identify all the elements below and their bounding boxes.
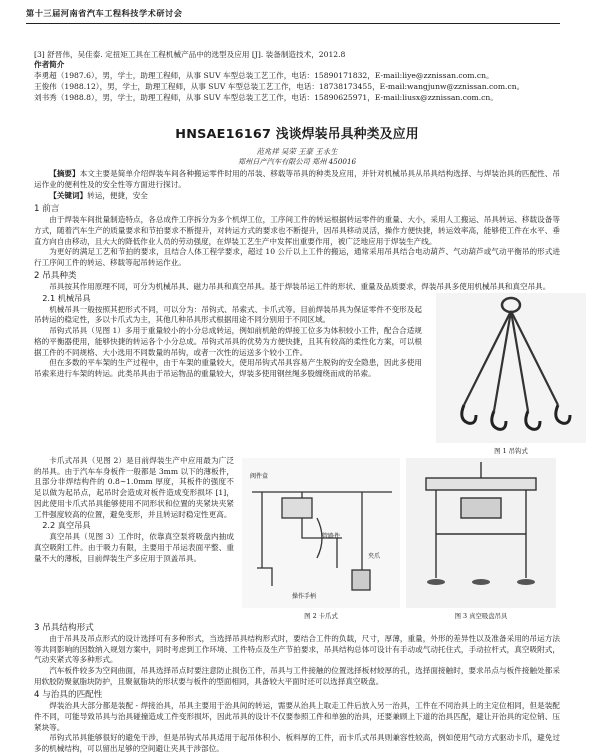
journal-header: 第十三届河南省汽车工程科技学术研讨会 (26, 8, 560, 24)
paragraph: 机械吊具一般按照其把形式不同，可以分为：吊钩式、吊索式、卡爪式等。目前焊装吊具为保证零件不变形及起吊转运的稳定性，多以卡爪式为主，其他几种吊具形式根据用途不同分别用于不同区域。 (34, 304, 422, 325)
figure-2-caption: 图 2 卡爪式 (304, 611, 338, 620)
keywords (34, 191, 560, 202)
paragraph: 吊钩式吊具能够很好的避免干涉，但是吊钩式吊具适用于起吊体积小、板料厚的工件，而卡爪式吊具则兼容性较高，例如使用气动方式驱动卡爪，避免过多的机械结构，可以留出足够的空间避让夹具于涉部位。 (34, 733, 560, 754)
paragraph: 汽车板件较多为空间曲面，吊具选择吊点时要注意防止损伤工件，吊具与工件接触的位置选择板材较厚的孔，选择面接触时，要求吊点与板件接触处都采用软胶防聚氨脂块防护，且聚氨脂块的形状要与板件的型面相同，具备较大平面时还可以选择真空吸盘。 (34, 666, 560, 686)
subsection-heading-2-1: 2.1 机械吊具 (42, 292, 91, 303)
reference-3: [3] 舒晋伟，吴佳泰. 定扭矩工具在工程机械产品中的选型及应用 [J]. 装备制造技术，2012.8 (34, 49, 346, 59)
left-text-column (34, 293, 422, 456)
paragraph: 吊钩式吊具（见图 1）多用于重量较小的小分总成转运，例如前机舱的焊接工位多为体积较小工件，配合合适规格的平衡器使用，能够快捷的转运各个小分总成。吊钩式吊具的优势为方便快捷，且其有较高的柔性化方案，可以根据工件的不同规格、大小选用不同数量的吊钩，或者一次性的运送多个较小工件。 (34, 326, 422, 357)
figure-1-caption: 图 1 吊钩式 (494, 446, 528, 455)
figure-2 (242, 458, 400, 621)
paragraph: 为更好的满足工艺和节拍的要求，且结合人体工程学要求，超过 10 公斤以上工件的搬运，通常采用吊具结合电动葫芦、气动葫芦或气动平衡吊的形式进行工序间工件的转运、移载等起吊转运作业。 (34, 247, 560, 268)
paragraph: 由于焊装车间批量制造特点，各总成件工序拆分为多个机焊工位，工序间工件的转运根据转运零件的重量、大小，采用人工搬运、吊具转运、移载设备等方式，随着汽车生产的质量要求和节拍要求不断提升，对转运方式的要求也不断提升，因吊具移动灵活，操作方便快捷，转运效率高，能够使工件在水平、垂直方向自由移动，且大大的降低作业人员的劳动强度，在焊装工艺生产中发挥出重要作用，被广泛地应用于焊装生产线。 (34, 214, 560, 246)
article-title: HNSAE16167 浅谈焊装吊具种类及应用 (175, 126, 419, 142)
abstract (34, 169, 560, 191)
hook-sling-illustration (436, 293, 586, 443)
figure-2-label-line: 管路件 (322, 532, 341, 540)
text-with-figure-1 (34, 293, 560, 456)
abstract-text: 本文主要是简单介绍焊装车间各种搬运零件时用的吊装、移载等吊具的种类及应用，并针对机械吊具从吊具结构选择、与焊装治具的匹配性、吊运作业的便利性及的安全性等方面进行探讨。 (34, 169, 560, 190)
figure-2-label-handle: 操作手柄 (292, 592, 317, 600)
paragraph: 吊具按其作用原理不同，可分为机械吊具、磁力吊具和真空吊具。基于焊装吊运工件的形状、重量及品质要求，焊装吊具多使用机械吊具和真空吊具。 (49, 282, 551, 292)
article-authors: 范兆祥 吴荣 王豪 王永生 (256, 146, 338, 156)
section-heading-2: 2 吊具种类 (34, 270, 77, 281)
article-affiliation: 郑州日产汽车有限公司 郑州 450016 (237, 157, 357, 167)
section-heading-1: 1 前言 (34, 203, 60, 214)
figure-2-label-grip: 夹爪 (368, 552, 381, 560)
figure-3 (406, 458, 556, 621)
text-with-figures-2-3 (34, 456, 560, 621)
figures-2-3-row (242, 458, 556, 621)
paragraph: 真空吊具（见图 3）工作时，依靠真空泵将吸盘内抽成真空吸附工件。由于吸力有限，主要用于吊运表面平整、重量不大的薄板，目前焊装生产多应用于顶盖吊具。 (34, 532, 234, 563)
author-info-line: 王俊伟（1988.12），男，学士，助理工程师，从事 SUV 车型总装工艺工作，电话：18738173455，E-mail:wangjunw@zznissan.com.cn。 (34, 81, 525, 91)
vacuum-lifter-illustration (406, 458, 556, 608)
section-heading-4: 4 与治具的匹配性 (34, 689, 103, 700)
paragraph: 焊装治具大部分都是装配 - 焊接治具，吊具主要用于治具间的转运，需要从治具上取走工件后放入另一治具，工件在不同治具上的主定位相同，但是装配件不同，可能导致吊具与治具碰撞造成工件变形损坏，因此吊具的设计不仅要参照工件和单独的治具，还要兼顾上下道的治具匹配，避让开治具的定位销、压紧块等。 (34, 700, 560, 732)
keywords-text: 转运，便捷，安全 (87, 191, 148, 200)
subsection-heading-2-2: 2.2 真空吊具 (42, 520, 91, 531)
paragraph: 卡爪式吊具（见图 2）是目前焊装生产中应用最为广泛的吊具。由于汽车车身板件一般都是 3mm 以下的薄板件，且部分非焊结构件的 0.8~1.0mm 厚度，其板件的强度不足以做为起吊点，起吊时会造成对板件造成变形损坏 [1]，因此使用卡爪式吊具能够使用不同形状和位置的夹紧块夹紧工件强度较高的位置，避免变形，并且转运时稳定性更高。 (34, 455, 234, 519)
figure-1 (436, 293, 586, 456)
abstract-label: 【摘要】 (49, 169, 80, 179)
author-info-line: 刘书秀（1988.8），男，学士，助理工程师，从事 SUV 车型总装工艺工作，电话：15890625971，E-mail:liusx@zznissan.com.cn。 (34, 92, 498, 102)
figure-3-caption: 图 3 真空吸盘吊具 (454, 611, 508, 620)
references-block (34, 50, 560, 104)
narrow-text-column (34, 456, 234, 621)
claw-gripper-illustration (242, 458, 400, 608)
keywords-label: 【关键词】 (49, 191, 88, 200)
author-info-line: 李勇超（1987.6），男，学士，助理工程师，从事 SUV 车型总装工艺工作，电话：15890171832，E-mail:liye@zznissan.com.cn。 (34, 71, 494, 81)
section-heading-3: 3 吊具结构形式 (34, 622, 94, 633)
figure-2-label-clamp: 阀件盒 (250, 472, 269, 480)
paragraph: 由于吊具及吊点形式的设计选择可有多种形式，当选择吊具结构形式时，要结合工件的负载，尺寸，厚薄，重量，外形的差异性以及准备采用的吊运方法等共同影响的因数纳入规划方案中，同时考虑到工作环境、工件特点及生产节拍要求，吊具结构总体可设计有手动或气动托住式，手动拉杆式，真空吸附式，气动夹紧式等多种形式。 (34, 633, 560, 665)
paragraph: 但在多数的平车架的生产过程中，由于车架的重量较大，使用吊钩式吊具容易产生脱钩的安全隐患，因此多使用吊索来进行车架的转运。此类吊具由于吊运物品的重量较大，焊装多使用钢丝绳多股缠绕而成的吊索。 (34, 358, 422, 379)
author-info-heading: 作者简介 (34, 60, 65, 70)
